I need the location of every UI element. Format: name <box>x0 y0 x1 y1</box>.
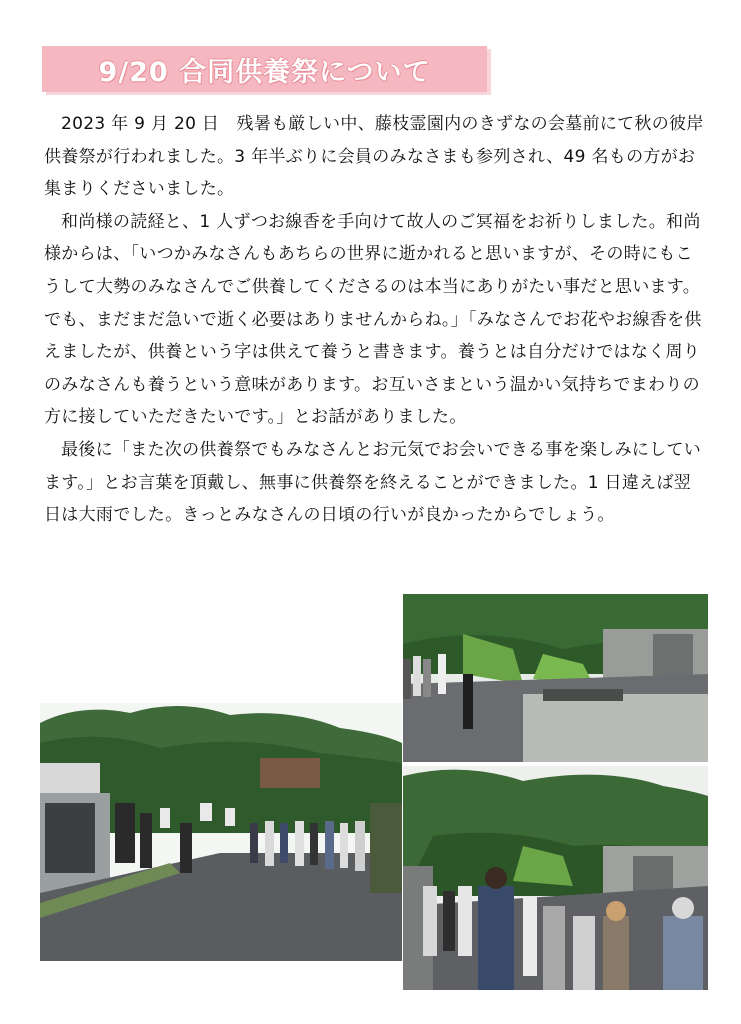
photo-attendees <box>403 766 708 990</box>
photo-ceremony-crowd-image <box>40 703 402 961</box>
photo-monk-bowing-image <box>403 594 708 762</box>
title-banner <box>42 46 487 92</box>
article-body <box>44 108 706 532</box>
photo-monk-bowing <box>403 594 708 762</box>
paragraph-3: 最後に「また次の供養祭でもみなさんとお元気でお会いできる事を楽しみにしています。」とお言葉を頂戴し、無事に供養祭を終えることができました。1 日違えば翌日は大雨でした。きっとみなさんの日頃の行いが良かったからでしょう。 <box>44 439 702 526</box>
paragraph-2: 和尚様の読経と、1 人ずつお線香を手向けて故人のご冥福をお祈りしました。和尚様からは、「いつかみなさんもあちらの世界に逝かれると思いますが、その時にもこうして大勢のみなさんでご供養してくださるのは本当にありがたい事だと思います。でも、まだまだ急いで逝く必要はありませんからね。」「みなさんでお花やお線香を供えましたが、供養という字は供えて養うと書きます。養うとは自分だけではなく周りのみなさんも養うという意味があります。お互いさまという温かい気持ちでまわりの方に接していただきたいです。」とお話がありました。 <box>44 211 702 428</box>
photo-attendees-image <box>403 766 708 990</box>
page-title: 9/20 合同供養祭について <box>98 56 431 88</box>
paragraph-1: 2023 年 9 月 20 日 残暑も厳しい中、藤枝霊園内のきずなの会墓前にて秋の彼岸供養祭が行われました。3 年半ぶりに会員のみなさまも参列され、49 名もの方がお集まりくださいました。 <box>44 114 704 200</box>
photo-ceremony-crowd <box>40 703 402 961</box>
